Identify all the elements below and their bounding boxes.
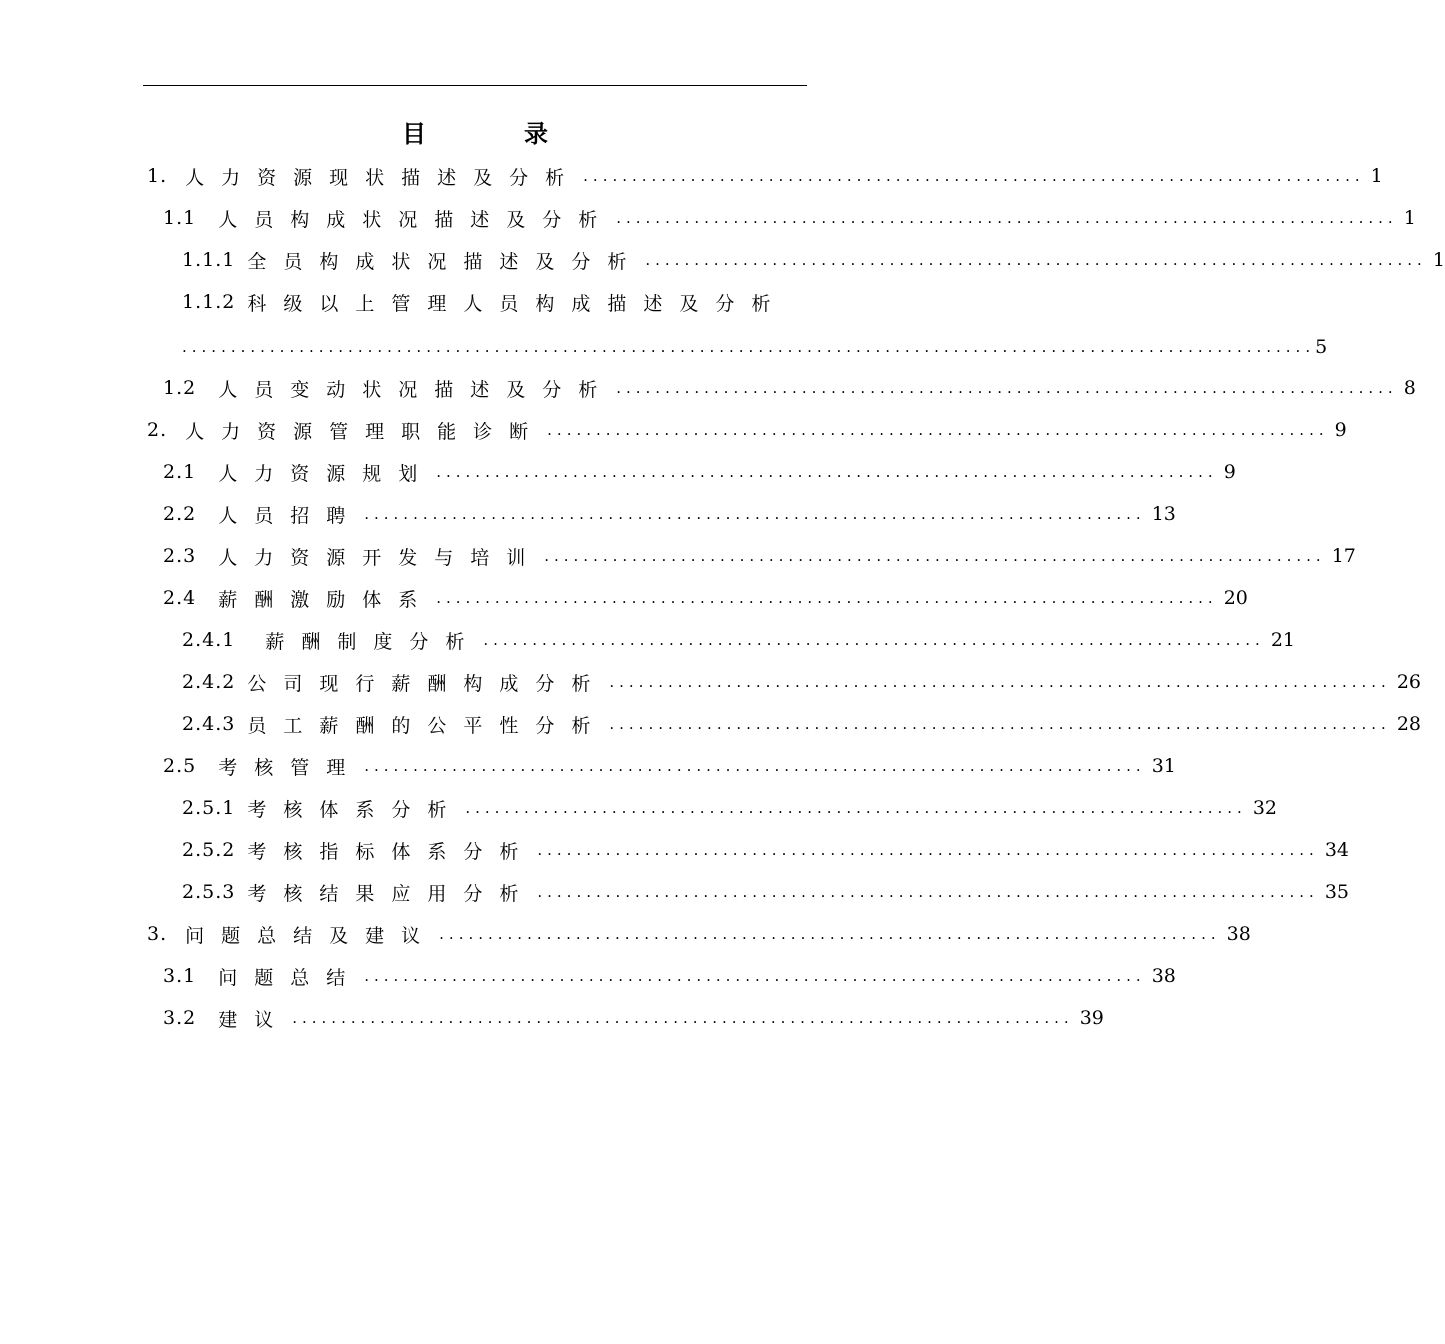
toc-entry-number: 2.5.3 bbox=[182, 881, 236, 903]
toc-entry-number: 2. bbox=[147, 419, 168, 441]
toc-entry-number: 1.1.2 bbox=[182, 291, 236, 313]
toc-entry[interactable] bbox=[163, 204, 1416, 232]
toc-entry-number: 2.4.2 bbox=[182, 671, 236, 693]
toc-entry[interactable] bbox=[182, 246, 1445, 274]
toc-entry-number: 2.3 bbox=[163, 545, 197, 567]
toc-entry-page: 13 bbox=[1151, 503, 1176, 525]
toc-entry-label: 人员变动状况描述及分析 bbox=[218, 378, 615, 401]
toc-title-char-1: 目 bbox=[402, 119, 426, 148]
toc-leader-dots: ................................................................................ bbox=[364, 505, 1146, 523]
toc-entry[interactable] bbox=[182, 794, 1278, 822]
toc-leader-dots: ................................................................................ bbox=[465, 799, 1247, 817]
toc-entry-label: 考核结果应用分析 bbox=[247, 882, 536, 905]
toc-entry-page: 20 bbox=[1223, 587, 1248, 609]
toc-entry-page: 31 bbox=[1151, 755, 1176, 777]
toc-entry-label: 薪酬制度分析 bbox=[265, 630, 482, 653]
toc-leader-dots: ................................................................................ bbox=[609, 673, 1391, 691]
toc-entry-label: 人力资源管理职能诊断 bbox=[185, 420, 546, 443]
toc-entry[interactable] bbox=[182, 668, 1422, 696]
toc-entry-label: 人力资源现状描述及分析 bbox=[185, 166, 582, 189]
toc-title-char-2: 录 bbox=[524, 119, 548, 148]
toc-leader-dots: ................................................................................ bbox=[537, 883, 1319, 901]
toc-entry[interactable] bbox=[163, 962, 1176, 990]
toc-entry-page: 34 bbox=[1324, 839, 1350, 861]
toc-entry[interactable] bbox=[163, 374, 1416, 402]
toc-entry-number: 1.1 bbox=[163, 207, 197, 229]
toc-entry-page: 1 bbox=[1432, 249, 1445, 271]
toc-entry-number: 2.2 bbox=[163, 503, 197, 525]
toc-entry-page: 17 bbox=[1331, 545, 1356, 567]
toc-leader-dots: ................................................................................ bbox=[436, 463, 1218, 481]
toc-leader-dots: ................................................................................ bbox=[439, 925, 1221, 943]
toc-entry-page: 26 bbox=[1396, 671, 1422, 693]
toc-entry[interactable] bbox=[182, 710, 1422, 738]
toc-entry-page: 38 bbox=[1226, 923, 1251, 945]
toc-entry[interactable] bbox=[147, 162, 1383, 190]
toc-entry[interactable] bbox=[182, 626, 1296, 654]
toc-leader-dots: ................................................................................ bbox=[616, 209, 1398, 227]
header-rule bbox=[143, 85, 807, 86]
toc-entry-number: 1.2 bbox=[163, 377, 197, 399]
toc-entry-label: 薪酬激励体系 bbox=[218, 588, 435, 611]
toc-entry-page: 9 bbox=[1223, 461, 1236, 483]
toc-entry-number: 2.4.3 bbox=[182, 713, 236, 735]
toc-entry[interactable] bbox=[163, 542, 1356, 570]
toc-entry-page: 1 bbox=[1403, 207, 1416, 229]
toc-entry-number: 2.1 bbox=[163, 461, 197, 483]
toc-entry-label: 建议 bbox=[218, 1008, 291, 1031]
toc-entry-page: 9 bbox=[1334, 419, 1347, 441]
toc-leader-dots: ................................................................................ bbox=[609, 715, 1391, 733]
toc-entry-continuation[interactable] bbox=[182, 333, 1328, 361]
toc-entry[interactable] bbox=[182, 878, 1350, 906]
toc-entry-number: 2.4.1 bbox=[182, 629, 236, 651]
toc-leader-dots: ................................................................................ bbox=[364, 757, 1146, 775]
toc-entry[interactable] bbox=[163, 584, 1248, 612]
toc-leader-dots: ................................................................................ bbox=[537, 841, 1319, 859]
toc-entry-label: 考核管理 bbox=[218, 756, 363, 779]
toc-entry-number: 1. bbox=[147, 165, 168, 187]
toc-entry-number: 2.5.2 bbox=[182, 839, 236, 861]
toc-entry[interactable] bbox=[163, 752, 1176, 780]
toc-entry-number: 2.5 bbox=[163, 755, 197, 777]
toc-entry-label: 人力资源开发与培训 bbox=[218, 546, 543, 569]
toc-entry-label: 考核指标体系分析 bbox=[247, 840, 536, 863]
toc-entry-page: 32 bbox=[1252, 797, 1278, 819]
toc-leader-dots: ................................................................................ bbox=[544, 547, 1326, 565]
toc-entry-page: 8 bbox=[1403, 377, 1416, 399]
toc-entry-page: 28 bbox=[1396, 713, 1422, 735]
toc-entry-label: 问题总结及建议 bbox=[185, 924, 438, 947]
toc-entry[interactable] bbox=[182, 836, 1350, 864]
toc-entry-number: 1.1.1 bbox=[182, 249, 236, 271]
toc-leader-dots: ................................................................................ bbox=[547, 421, 1329, 439]
toc-entry-label: 考核体系分析 bbox=[247, 798, 464, 821]
toc-entry-page: 5 bbox=[1315, 336, 1328, 358]
toc-entry-number: 3.1 bbox=[163, 965, 197, 987]
toc-entry-label: 科级以上管理人员构成描述及分析 bbox=[247, 292, 788, 315]
toc-entry-page: 35 bbox=[1324, 881, 1350, 903]
toc-leader-dots: ................................................................................ bbox=[483, 631, 1265, 649]
toc-leader-dots: .................................................................................................................... bbox=[182, 338, 1316, 356]
toc-leader-dots: ................................................................................ bbox=[616, 379, 1398, 397]
toc-entry-label: 全员构成状况描述及分析 bbox=[247, 250, 644, 273]
toc-entry-page: 1 bbox=[1370, 165, 1383, 187]
toc-entry-label: 人力资源规划 bbox=[218, 462, 435, 485]
toc-entry[interactable] bbox=[147, 920, 1251, 948]
toc-entry-number: 2.4 bbox=[163, 587, 197, 609]
toc-entry-page: 38 bbox=[1151, 965, 1176, 987]
toc-entry[interactable] bbox=[163, 1004, 1104, 1032]
toc-leader-dots: ................................................................................ bbox=[436, 589, 1218, 607]
toc-entry-number: 2.5.1 bbox=[182, 797, 236, 819]
toc-title bbox=[0, 114, 950, 149]
toc-entry[interactable] bbox=[147, 416, 1347, 444]
toc-entry[interactable] bbox=[182, 288, 800, 316]
toc-leader-dots: ................................................................................ bbox=[645, 251, 1427, 269]
toc-entry-label: 公司现行薪酬构成分析 bbox=[247, 672, 608, 695]
toc-entry-label: 人员招聘 bbox=[218, 504, 363, 527]
toc-leader-dots: ................................................................................ bbox=[364, 967, 1146, 985]
toc-entry[interactable] bbox=[163, 500, 1176, 528]
toc-entry-label: 人员构成状况描述及分析 bbox=[218, 208, 615, 231]
toc-entry[interactable] bbox=[163, 458, 1236, 486]
toc-entry-label: 员工薪酬的公平性分析 bbox=[247, 714, 608, 737]
toc-entry-label: 问题总结 bbox=[218, 966, 363, 989]
toc-entry-number: 3.2 bbox=[163, 1007, 197, 1029]
toc-leader-dots: ................................................................................ bbox=[583, 167, 1365, 185]
toc-leader-dots: ................................................................................ bbox=[292, 1009, 1074, 1027]
toc-entry-number: 3. bbox=[147, 923, 168, 945]
toc-entry-page: 21 bbox=[1270, 629, 1296, 651]
toc-entry-page: 39 bbox=[1079, 1007, 1104, 1029]
